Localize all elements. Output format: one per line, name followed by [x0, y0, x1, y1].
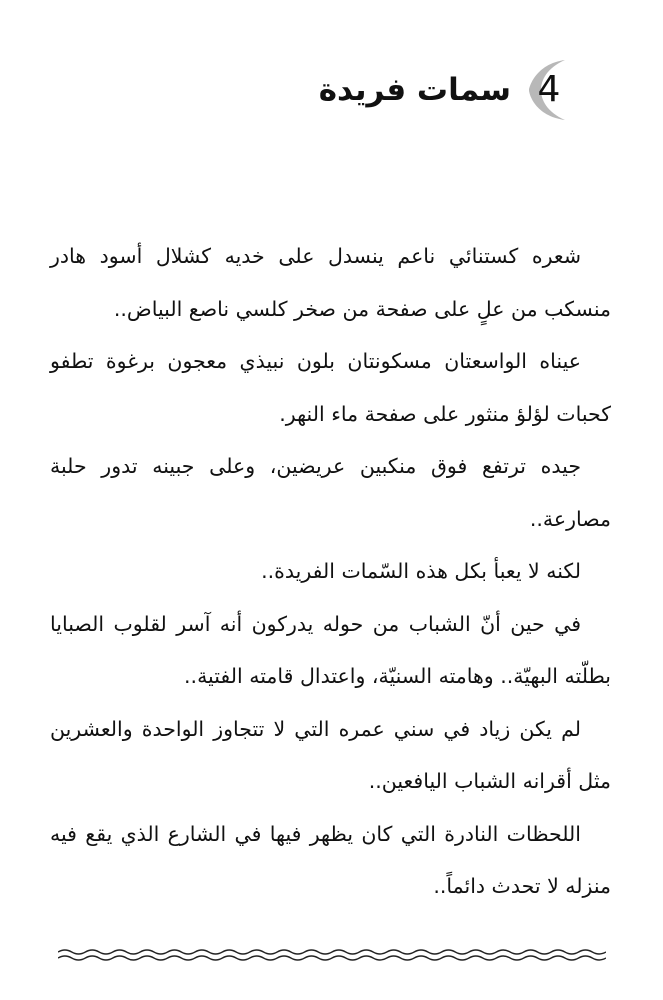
paragraph: جيده ترتفع فوق منكبين عريضين، وعلى جبينه تدور حلبة مصارعة..	[50, 454, 611, 531]
chapter-title: سمات فريدة	[318, 72, 511, 108]
paragraph: لكنه لا يعبأ بكل هذه السّمات الفريدة..	[261, 559, 581, 583]
paragraph: اللحظات النادرة التي كان يظهر فيها في الشارع الذي يقع فيه منزله لا تحدث دائماً..	[50, 821, 611, 898]
paragraph: لم يكن زياد في سني عمره التي لا تتجاوز الواحدة والعشرين مثل أقرانه الشباب اليافعين..	[50, 716, 611, 793]
chapter-header	[319, 58, 585, 122]
wavy-divider	[58, 948, 606, 962]
chapter-number: 4	[537, 69, 561, 110]
chapter-mark	[525, 58, 585, 122]
paragraph: شعره كستنائي ناعم ينسدل على خديه كشلال أسود هادر منسكب من علٍ على صفحة من صخر كلسي ناصع البياض..	[50, 244, 611, 321]
chapter-body	[50, 230, 611, 913]
paragraph: عيناه الواسعتان مسكونتان بلون نبيذي معجون برغوة تطفو كحبات لؤلؤ منثور على صفحة ماء النهر.	[50, 349, 611, 426]
paragraph: في حين أنّ الشباب من حوله يدركون أنه آسر لقلوب الصبايا بطلّته البهيّة.. وهامته السنيّة، واعتدال قامته الفتية..	[50, 611, 611, 688]
